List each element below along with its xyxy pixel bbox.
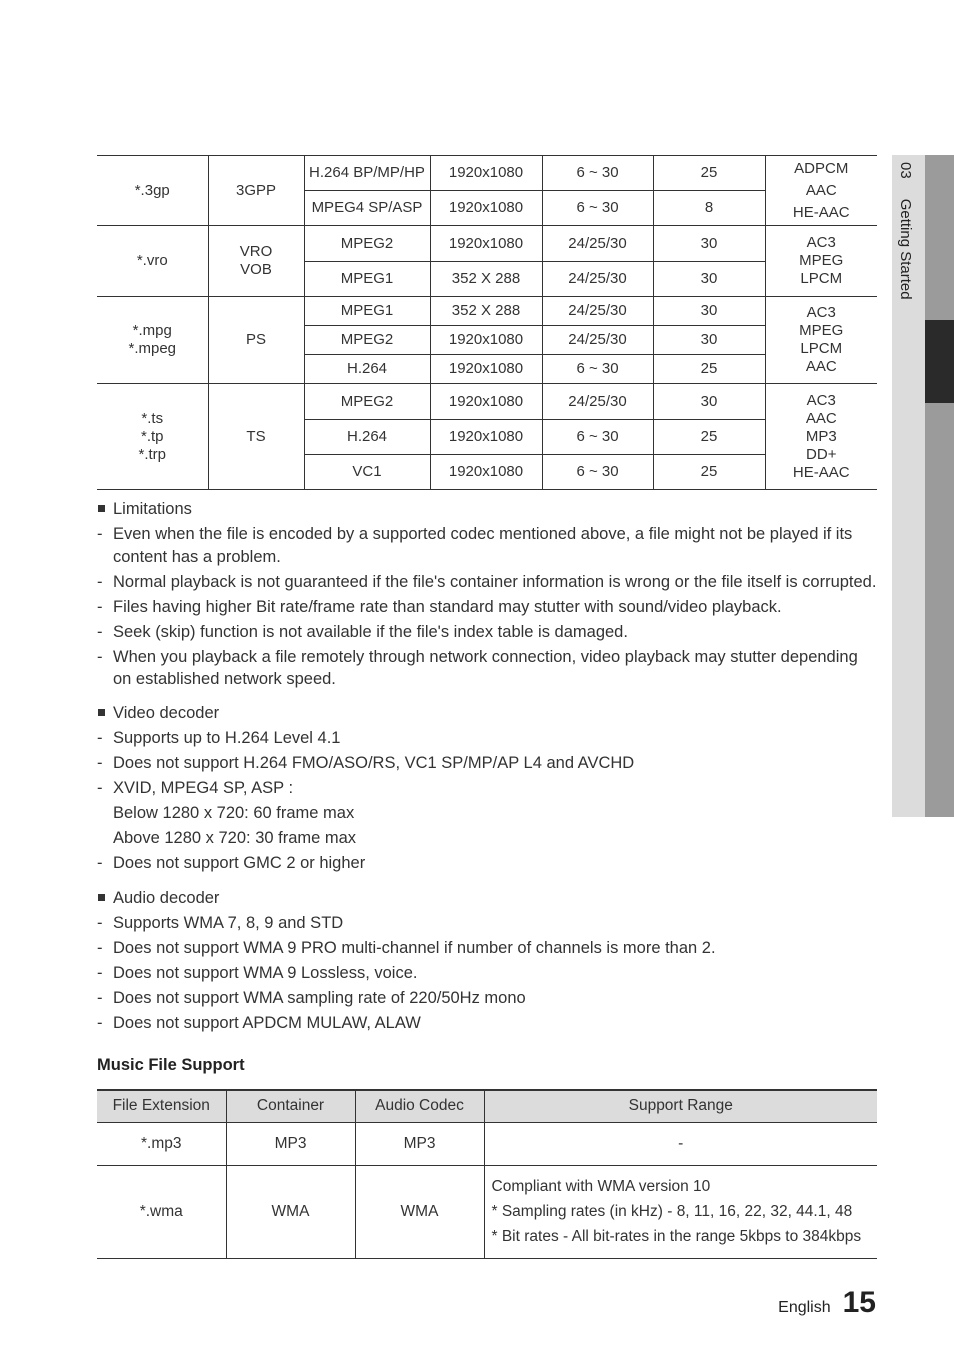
page-footer: [778, 1286, 876, 1320]
table-header-row: [97, 1090, 877, 1122]
codec-cell: MPEG1: [304, 297, 430, 326]
square-bullet-icon: [98, 709, 105, 716]
audio-codec-cell: [765, 226, 877, 297]
codec-cell: MPEG1: [304, 262, 430, 297]
column-header: File Extension: [97, 1090, 226, 1122]
frame-rate-cell: 24/25/30: [542, 297, 653, 326]
list-item: - Does not support GMC 2 or higher: [97, 852, 877, 875]
codec-cell: MPEG2: [304, 326, 430, 355]
audio-codec: AC3: [806, 391, 836, 409]
bit-rate-cell: 25: [653, 355, 765, 384]
file-extension-cell: *.wma: [97, 1165, 226, 1258]
table-row: [97, 384, 877, 420]
codec-cell: VC1: [304, 455, 430, 490]
table-row: [97, 297, 877, 326]
resolution-cell: 352 X 288: [430, 262, 542, 297]
support-range-line: * Sampling rates (in kHz) - 8, 11, 16, 22, 32, 44.1, 48: [491, 1203, 853, 1220]
frame-rate-cell: 6 ~ 30: [542, 420, 653, 455]
audio-codec: AAC: [805, 181, 837, 199]
container-cell: MP3: [226, 1122, 355, 1165]
audio-codec: LPCM: [800, 340, 843, 357]
frame-rate-cell: 6 ~ 30: [542, 455, 653, 490]
codec-cell: H.264: [304, 420, 430, 455]
side-tab-marker: [925, 320, 954, 403]
resolution-cell: 1920x1080: [430, 355, 542, 384]
frame-rate-cell: 6 ~ 30: [542, 156, 653, 191]
resolution-cell: 1920x1080: [430, 156, 542, 191]
container-cell: WMA: [226, 1165, 355, 1258]
bit-rate-cell: 30: [653, 226, 765, 262]
list-item: - Does not support APDCM MULAW, ALAW: [97, 1012, 877, 1035]
frame-rate-cell: 24/25/30: [542, 326, 653, 355]
list-item: - Supports up to H.264 Level 4.1: [97, 727, 877, 750]
list-item-text: Seek (skip) function is not available if the file's index table is damaged.: [113, 622, 628, 641]
list-item-text: on established network speed.: [113, 670, 336, 688]
frame-rate-cell: 24/25/30: [542, 262, 653, 297]
extension-name: *.ts: [141, 409, 164, 427]
list-item: - Files having higher Bit rate/frame rate than standard may stutter with sound/video playback.: [97, 596, 877, 619]
audio-codec: AC3: [806, 234, 836, 251]
list-item: - Does not support WMA 9 Lossless, voice.: [97, 962, 877, 985]
table-row: [97, 1122, 877, 1165]
resolution-cell: 1920x1080: [430, 226, 542, 262]
audio-decoder-section: [97, 889, 877, 1035]
list-item-text: content has a problem.: [113, 547, 281, 566]
list-item-continuation: Below 1280 x 720: 60 frame max: [113, 804, 355, 822]
audio-codec-cell: [765, 297, 877, 384]
audio-codec: MPEG: [799, 252, 844, 269]
section-heading: [97, 889, 877, 908]
audio-codec: AAC: [805, 358, 837, 375]
video-support-table: [97, 155, 877, 490]
video-decoder-section: [97, 704, 877, 875]
list-item-continuation: Above 1280 x 720: 30 frame max: [113, 829, 357, 847]
audio-codec: LPCM: [800, 270, 843, 287]
resolution-cell: 1920x1080: [430, 384, 542, 420]
audio-codec: ADPCM: [794, 159, 849, 177]
list-item-text: Does not support GMC 2 or higher: [113, 854, 366, 872]
list-item: - XVID, MPEG4 SP, ASP :: [97, 777, 877, 800]
extension-name: *.tp: [140, 427, 164, 445]
frame-rate-cell: 24/25/30: [542, 384, 653, 420]
list-item: - Even when the file is encoded by a supported codec mentioned above, a file might not be played if its content has a problem.: [97, 525, 853, 566]
bit-rate-cell: 30: [653, 262, 765, 297]
extension-name: *.mpg: [132, 322, 172, 339]
codec-cell: MPEG2: [304, 226, 430, 262]
list-item-text: When you playback a file remotely through network connection, video playback may stutter depending: [113, 647, 858, 666]
list-item: - Does not support H.264 FMO/ASO/RS, VC1 SP/MP/AP L4 and AVCHD: [97, 752, 877, 775]
list-item: - Seek (skip) function is not available if the file's index table is damaged.: [97, 621, 877, 644]
frame-rate-cell: 24/25/30: [542, 226, 653, 262]
bit-rate-cell: 30: [653, 384, 765, 420]
codec-cell: H.264: [304, 355, 430, 384]
music-support-table: [97, 1089, 877, 1259]
column-header: Audio Codec: [355, 1090, 484, 1122]
support-range-line: * Bit rates - All bit-rates in the range 5kbps to 384kbps: [491, 1228, 862, 1245]
audio-codec: HE-AAC: [792, 203, 850, 221]
section-heading: [97, 704, 877, 723]
support-range-line: Compliant with WMA version 10: [491, 1178, 711, 1195]
square-bullet-icon: [98, 505, 105, 512]
audio-codec: MPEG: [799, 322, 844, 339]
container-cell: [208, 226, 304, 297]
list-item-text: Does not support WMA 9 PRO multi-channel if number of channels is more than 2.: [113, 939, 716, 957]
container-name: VOB: [240, 261, 272, 278]
chapter-label: [897, 162, 914, 300]
extension-name: *.trp: [138, 445, 166, 463]
list-item-text: Does not support WMA 9 Lossless, voice.: [113, 964, 418, 982]
bit-rate-cell: 8: [653, 191, 765, 226]
file-extension-cell: *.vro: [97, 226, 208, 297]
audio-codec-cell: MP3: [355, 1122, 484, 1165]
list-item-text: Does not support WMA sampling rate of 220/50Hz mono: [113, 989, 526, 1007]
list-item: - Normal playback is not guaranteed if the file's container information is wrong or the file itself is corrupted.: [97, 571, 877, 594]
column-header: Container: [226, 1090, 355, 1122]
resolution-cell: 1920x1080: [430, 420, 542, 455]
container-cell: PS: [208, 297, 304, 384]
extension-name: *.mpeg: [128, 340, 177, 357]
video-decoder-heading: Video decoder: [113, 704, 220, 722]
list-item: - Does not support WMA 9 PRO multi-channel if number of channels is more than 2.: [97, 937, 877, 960]
audio-codec-cell: WMA: [355, 1165, 484, 1258]
container-cell: 3GPP: [208, 156, 304, 226]
list-item: - Supports WMA 7, 8, 9 and STD: [97, 912, 877, 935]
audio-codec: AAC: [805, 409, 837, 427]
frame-rate-cell: 6 ~ 30: [542, 355, 653, 384]
bit-rate-cell: 25: [653, 156, 765, 191]
bit-rate-cell: 30: [653, 297, 765, 326]
codec-cell: MPEG2: [304, 384, 430, 420]
list-item-text: Does not support APDCM MULAW, ALAW: [113, 1014, 421, 1032]
language-label: English: [778, 1299, 831, 1316]
support-range-cell: [484, 1165, 877, 1258]
audio-codec: DD+: [806, 445, 837, 463]
audio-codec: HE-AAC: [792, 463, 850, 481]
file-extension-cell: *.mp3: [97, 1122, 226, 1165]
resolution-cell: 1920x1080: [430, 191, 542, 226]
resolution-cell: 1920x1080: [430, 326, 542, 355]
page-number: 15: [842, 1286, 876, 1319]
bit-rate-cell: 25: [653, 420, 765, 455]
resolution-cell: 352 X 288: [430, 297, 542, 326]
container-name: VRO: [239, 243, 273, 260]
limitations-section: [97, 500, 877, 691]
limitations-heading: Limitations: [113, 500, 192, 518]
square-bullet-icon: [98, 894, 105, 901]
table-row: [97, 226, 877, 262]
list-item: - When you playback a file remotely through network connection, video playback may stutter depending on established network speed.: [97, 647, 858, 688]
codec-cell: H.264 BP/MP/HP: [304, 156, 430, 191]
audio-decoder-heading: Audio decoder: [113, 889, 220, 907]
list-item-text: Normal playback is not guaranteed if the file's container information is wrong or the file itself is corrupted.: [113, 572, 877, 591]
list-item-text: Does not support H.264 FMO/ASO/RS, VC1 SP/MP/AP L4 and AVCHD: [113, 754, 635, 772]
list-item-text: Supports up to H.264 Level 4.1: [113, 729, 341, 747]
table-row: [97, 1165, 877, 1258]
audio-codec-cell: [765, 384, 877, 490]
container-cell: TS: [208, 384, 304, 490]
frame-rate-cell: 6 ~ 30: [542, 191, 653, 226]
table-row: [97, 156, 877, 191]
bit-rate-cell: 30: [653, 326, 765, 355]
chapter-number: 03: [897, 162, 914, 179]
resolution-cell: 1920x1080: [430, 455, 542, 490]
column-header: Support Range: [484, 1090, 877, 1122]
audio-codec-cell: [765, 156, 877, 226]
support-range-cell: -: [484, 1122, 877, 1165]
side-tab-edge: [925, 155, 954, 817]
chapter-title: Getting Started: [897, 198, 914, 300]
bit-rate-cell: 25: [653, 455, 765, 490]
list-item-text: Even when the file is encoded by a supported codec mentioned above, a file might not be played if its: [113, 525, 853, 543]
list-item-text: Supports WMA 7, 8, 9 and STD: [113, 914, 344, 932]
section-heading: [97, 500, 877, 519]
file-extension-cell: [97, 384, 208, 490]
audio-codec: AC3: [806, 304, 836, 321]
list-item: - Does not support WMA sampling rate of 220/50Hz mono: [97, 987, 877, 1010]
codec-cell: MPEG4 SP/ASP: [304, 191, 430, 226]
list-item-text: XVID, MPEG4 SP, ASP :: [113, 779, 294, 797]
file-extension-cell: [97, 297, 208, 384]
list-item-text: Files having higher Bit rate/frame rate than standard may stutter with sound/video playback.: [113, 597, 782, 616]
audio-codec: MP3: [805, 427, 837, 445]
music-support-title: Music File Support: [97, 1056, 245, 1074]
file-extension-cell: *.3gp: [97, 156, 208, 226]
